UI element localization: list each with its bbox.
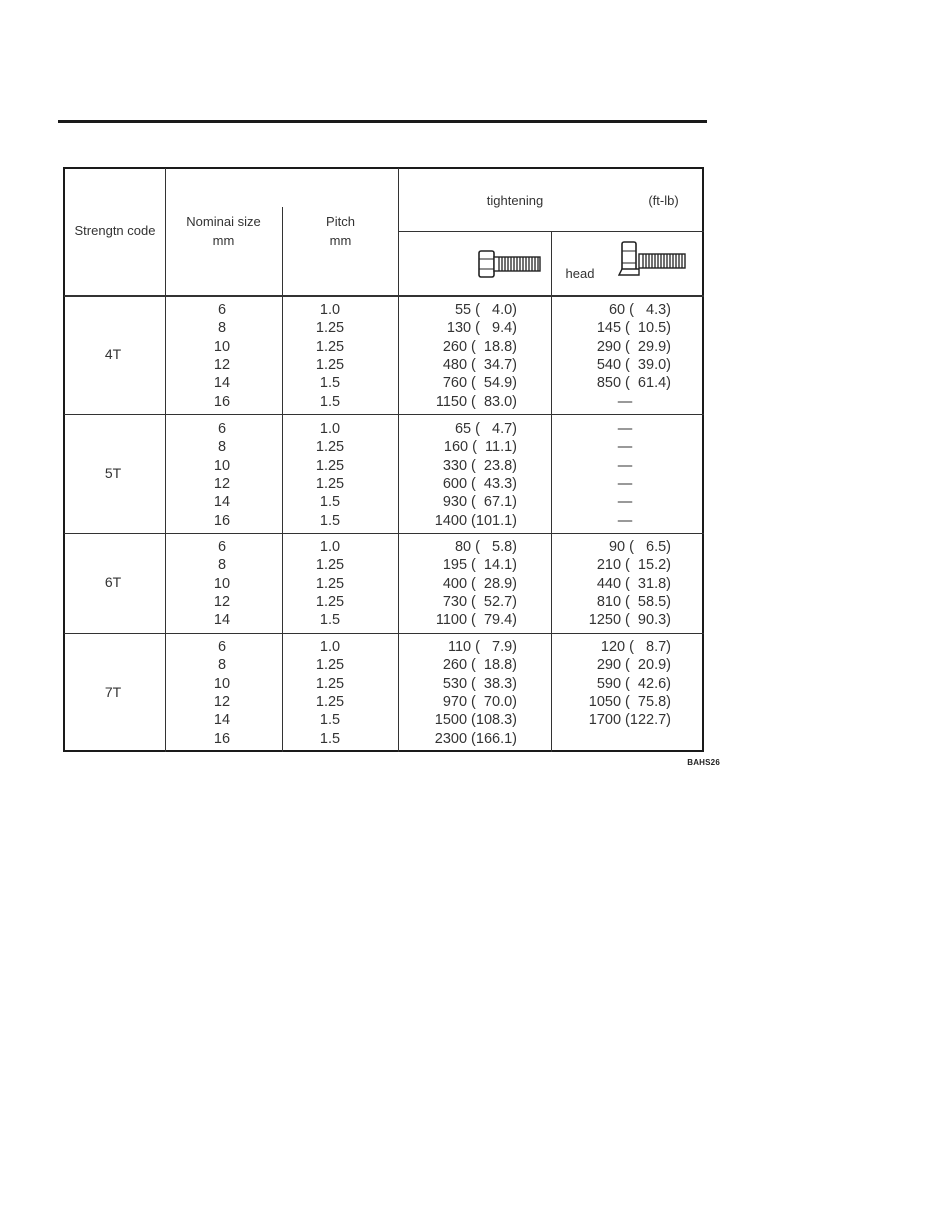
- header-tightening-unit: (ft-lb): [648, 193, 679, 208]
- header-subrule: [398, 231, 704, 232]
- header-rule: [64, 295, 704, 297]
- cell-torque-hex: 80 ( 5.8): [454, 539, 517, 555]
- cell-size: 10: [213, 458, 231, 474]
- cell-pitch: 1.25: [315, 657, 345, 673]
- cell-pitch: 1.25: [315, 676, 345, 692]
- cell-torque-hex: 480 ( 34.7): [442, 357, 517, 373]
- cell-pitch: 1.25: [315, 439, 345, 455]
- cell-pitch: 1.0: [319, 539, 341, 555]
- header-nominal-size: Nominai size: [186, 214, 261, 229]
- cell-pitch: 1.25: [315, 694, 345, 710]
- cell-size: 6: [217, 421, 227, 437]
- col-divider-pitch: [398, 168, 399, 752]
- cell-pitch: 1.25: [315, 320, 345, 336]
- cell-size: 14: [213, 612, 231, 628]
- cell-pitch: 1.0: [319, 421, 341, 437]
- cell-size: 14: [213, 375, 231, 391]
- hex-head-bolt-icon: [478, 249, 544, 279]
- cell-torque-hex: 130 ( 9.4): [446, 320, 517, 336]
- cell-torque-flange: —: [617, 513, 633, 529]
- cell-torque-hex: 1500 (108.3): [434, 712, 517, 728]
- strength-code-5t: 5T: [104, 465, 122, 481]
- cell-pitch: 1.25: [315, 476, 345, 492]
- cell-torque-hex: 110 ( 7.9): [447, 639, 517, 655]
- cell-torque-flange: —: [617, 458, 633, 474]
- cell-torque-flange: 145 ( 10.5): [596, 320, 671, 336]
- figure-code: BAHS26: [687, 758, 720, 767]
- cell-torque-hex: 260 ( 18.8): [442, 339, 517, 355]
- cell-torque-hex: 160 ( 11.1): [443, 439, 517, 455]
- cell-torque-flange: 120 ( 8.7): [600, 639, 671, 655]
- cell-torque-flange: 810 ( 58.5): [596, 594, 671, 610]
- cell-size: 6: [217, 302, 227, 318]
- cell-torque-flange: 590 ( 42.6): [596, 676, 671, 692]
- cell-torque-flange: 290 ( 20.9): [596, 657, 671, 673]
- cell-size: 10: [213, 339, 231, 355]
- group-divider-7t: [64, 633, 704, 634]
- cell-size: 14: [213, 494, 231, 510]
- cell-pitch: 1.5: [319, 513, 341, 529]
- cell-size: 16: [213, 731, 231, 747]
- cell-size: 12: [213, 594, 231, 610]
- cell-torque-flange: 60 ( 4.3): [608, 302, 671, 318]
- strength-code-6t: 6T: [104, 574, 122, 590]
- header-nominal-size-unit: mm: [212, 233, 235, 248]
- cell-size: 8: [217, 320, 227, 336]
- header-pitch: Pitch: [326, 214, 355, 229]
- cell-torque-hex: 970 ( 70.0): [442, 694, 517, 710]
- cell-pitch: 1.5: [319, 394, 341, 410]
- cell-torque-flange: —: [617, 421, 633, 437]
- cell-size: 16: [213, 394, 231, 410]
- cell-torque-hex: 55 ( 4.0): [454, 302, 517, 318]
- cell-pitch: 1.25: [315, 576, 345, 592]
- top-rule: [58, 120, 707, 123]
- group-divider-5t: [64, 414, 704, 415]
- cell-torque-hex: 195 ( 14.1): [442, 557, 517, 573]
- cell-torque-flange: —: [617, 439, 633, 455]
- cell-torque-flange: 540 ( 39.0): [596, 357, 671, 373]
- cell-torque-flange: 850 ( 61.4): [596, 375, 671, 391]
- cell-size: 6: [217, 639, 227, 655]
- col-divider-size: [282, 207, 283, 752]
- header-strength-code: Strengtn code: [74, 223, 156, 238]
- cell-torque-hex: 1100 ( 79.4): [435, 612, 517, 628]
- header-head-label: head: [565, 266, 595, 281]
- cell-size: 16: [213, 513, 231, 529]
- cell-pitch: 1.0: [319, 639, 341, 655]
- cell-torque-hex: 1150 ( 83.0): [435, 394, 517, 410]
- cell-pitch: 1.25: [315, 557, 345, 573]
- cell-size: 8: [217, 557, 227, 573]
- cell-torque-flange: —: [617, 394, 633, 410]
- cell-torque-flange: 1050 ( 75.8): [588, 694, 671, 710]
- cell-pitch: 1.25: [315, 594, 345, 610]
- cell-torque-flange: 1700 (122.7): [588, 712, 671, 728]
- header-tightening: tightening: [486, 193, 544, 208]
- strength-code-7t: 7T: [104, 684, 122, 700]
- cell-torque-hex: 1400 (101.1): [434, 513, 517, 529]
- cell-torque-flange: —: [617, 494, 633, 510]
- cell-torque-hex: 65 ( 4.7): [454, 421, 517, 437]
- cell-size: 8: [217, 657, 227, 673]
- col-divider-hex: [551, 231, 552, 752]
- cell-torque-flange: 440 ( 31.8): [596, 576, 671, 592]
- cell-pitch: 1.5: [319, 494, 341, 510]
- cell-pitch: 1.25: [315, 357, 345, 373]
- group-divider-6t: [64, 533, 704, 534]
- cell-torque-hex: 760 ( 54.9): [442, 375, 517, 391]
- cell-pitch: 1.5: [319, 731, 341, 747]
- header-pitch-unit: mm: [329, 233, 352, 248]
- col-divider-code: [165, 168, 166, 752]
- cell-size: 12: [213, 694, 231, 710]
- cell-size: 12: [213, 476, 231, 492]
- cell-torque-hex: 400 ( 28.9): [442, 576, 517, 592]
- cell-size: 10: [213, 676, 231, 692]
- cell-size: 14: [213, 712, 231, 728]
- cell-pitch: 1.5: [319, 375, 341, 391]
- cell-size: 10: [213, 576, 231, 592]
- cell-torque-flange: 290 ( 29.9): [596, 339, 671, 355]
- cell-size: 12: [213, 357, 231, 373]
- cell-torque-hex: 330 ( 23.8): [442, 458, 517, 474]
- flange-head-bolt-icon: [618, 241, 688, 281]
- cell-torque-hex: 530 ( 38.3): [442, 676, 517, 692]
- strength-code-4t: 4T: [104, 346, 122, 362]
- cell-torque-flange: 1250 ( 90.3): [588, 612, 671, 628]
- cell-torque-flange: 90 ( 6.5): [608, 539, 671, 555]
- cell-pitch: 1.0: [319, 302, 341, 318]
- cell-torque-hex: 730 ( 52.7): [442, 594, 517, 610]
- cell-pitch: 1.5: [319, 612, 341, 628]
- cell-pitch: 1.25: [315, 458, 345, 474]
- cell-torque-hex: 260 ( 18.8): [442, 657, 517, 673]
- cell-size: 8: [217, 439, 227, 455]
- cell-pitch: 1.25: [315, 339, 345, 355]
- cell-torque-flange: —: [617, 476, 633, 492]
- cell-torque-hex: 600 ( 43.3): [442, 476, 517, 492]
- cell-pitch: 1.5: [319, 712, 341, 728]
- cell-torque-flange: [553, 730, 671, 748]
- cell-torque-hex: 930 ( 67.1): [442, 494, 517, 510]
- cell-torque-hex: 2300 (166.1): [434, 731, 517, 747]
- cell-torque-flange: 210 ( 15.2): [596, 557, 671, 573]
- cell-size: 6: [217, 539, 227, 555]
